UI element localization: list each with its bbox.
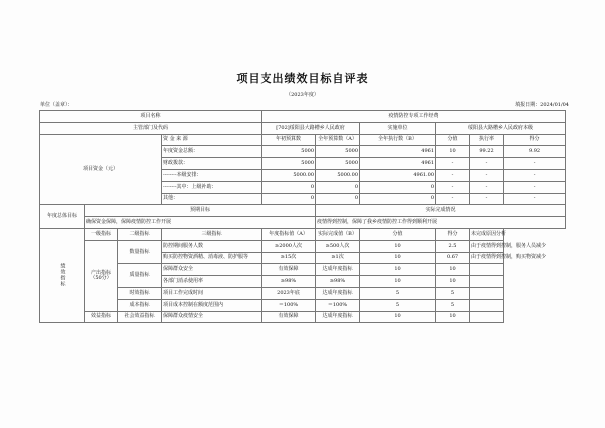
funds-header: 全年执行数（B） — [360, 134, 436, 146]
indicator-actual: ≥1次 — [316, 252, 360, 264]
funds-cell: 0 — [262, 193, 316, 205]
goals-expected-text: 确保资金保障，保障疫情防控工作开展 — [85, 217, 316, 229]
indicator-target: 2023年底 — [262, 287, 316, 299]
indicator-reason: 由于疫情得到控制，服务人员减少 — [470, 240, 504, 252]
funds-cell: 99.22 — [470, 146, 504, 158]
funds-label: 项目资金（元） — [40, 134, 162, 205]
funds-cell: 0 — [262, 181, 316, 193]
funds-cell: 财政拨款： — [162, 158, 262, 170]
indicator-weight: 10 — [360, 276, 436, 288]
indicator-weight: 10 — [360, 252, 436, 264]
funds-header: 资 金 来 源 — [162, 134, 262, 146]
indicator-target: ＝100% — [262, 299, 316, 311]
indicator-score: 5 — [436, 287, 470, 299]
funds-cell: 5000 — [316, 146, 360, 158]
funds-cell: 10 — [436, 146, 470, 158]
indicator-score: 5 — [436, 299, 470, 311]
indicator-reason — [470, 299, 504, 311]
indicator-row — [40, 264, 566, 276]
indicator-name: 防控期间服务人数 — [162, 240, 262, 252]
funds-header: 分值 — [436, 134, 470, 146]
funds-cell: 4961.00 — [360, 169, 436, 181]
funds-header-row — [40, 134, 566, 146]
funds-cell: --------本级安排： — [162, 169, 262, 181]
funds-cell: - — [436, 158, 470, 170]
goals-label: 年度总体目标 — [40, 205, 85, 229]
indicator-name: 各部门消杀使用率 — [162, 276, 262, 288]
funds-cell: 5000.00 — [316, 169, 360, 181]
indicator-row — [40, 311, 566, 323]
output-indicator-label: 产出指标（50分） — [85, 240, 118, 311]
funds-cell: 4961 — [360, 158, 436, 170]
funds-cell: - — [470, 193, 504, 205]
indicator-header-row — [40, 228, 566, 240]
funds-cell: 0 — [360, 181, 436, 193]
indicator-name: 项目工作完成时间 — [162, 287, 262, 299]
indicator-score: 10 — [436, 311, 470, 323]
indicator-row — [40, 299, 566, 311]
project-name-row — [40, 111, 566, 123]
indicator-weight: 10 — [360, 240, 436, 252]
indicator-name: 购买防控物资酒精、消毒液、防护服等 — [162, 252, 262, 264]
funds-cell: 0 — [316, 193, 360, 205]
quality-indicator-label: 质量指标 — [118, 264, 162, 288]
funds-cell: - — [436, 193, 470, 205]
goals-content-row — [40, 217, 566, 229]
evaluation-table-frame — [39, 110, 565, 428]
funds-cell: 其他： — [162, 193, 262, 205]
funds-cell: - — [436, 169, 470, 181]
indicator-score: 2.5 — [436, 240, 470, 252]
indicator-header: 三级指标 — [162, 228, 262, 240]
funds-cell: - — [504, 169, 566, 181]
indicator-reason — [470, 311, 504, 323]
project-name-label: 项目名称 — [40, 111, 262, 123]
indicator-reason — [470, 287, 504, 299]
indicator-row — [40, 240, 566, 252]
indicator-reason: 由于疫情得到控制，购买物资减少 — [470, 252, 504, 264]
indicator-score: 10 — [436, 276, 470, 288]
indicator-actual: ＝100% — [316, 299, 360, 311]
funds-header: 执行率 — [470, 134, 504, 146]
dept-value: [702]绥阳县大路槽乡人民政府 — [262, 122, 360, 134]
indicator-name: 项目成本控制在额度范围内 — [162, 299, 262, 311]
time-indicator-label: 时效指标 — [118, 287, 162, 299]
indicator-target: ≥15次 — [262, 252, 316, 264]
funds-cell: - — [504, 193, 566, 205]
funds-cell: 5000 — [316, 158, 360, 170]
funds-header: 年初预算数 — [262, 134, 316, 146]
indicator-side-label — [40, 228, 85, 322]
fill-date: 填报日期：2024/01/04 — [515, 102, 569, 108]
indicator-reason — [470, 264, 504, 276]
quantity-indicator-label: 数量指标 — [118, 240, 162, 264]
goals-header-row — [40, 205, 566, 217]
goals-actual-text: 疫情得到控制，保障了我乡疫情防控工作得到顺利开展 — [316, 217, 566, 229]
funds-cell: 年度资金总额： — [162, 146, 262, 158]
indicator-score: 10 — [436, 264, 470, 276]
indicator-header: 二级指标 — [118, 228, 162, 240]
indicator-weight: 10 — [360, 311, 436, 323]
indicator-header: 未完成原因分析 — [470, 228, 504, 240]
indicator-header: 得分 — [436, 228, 470, 240]
indicator-target: 有效保障 — [262, 311, 316, 323]
dept-label: 主管部门及代码 — [40, 122, 262, 134]
funds-cell: - — [470, 158, 504, 170]
evaluation-table — [39, 110, 566, 323]
indicator-row — [40, 287, 566, 299]
indicator-target: ≥2000人次 — [262, 240, 316, 252]
funds-cell: --------其中：上级补助： — [162, 181, 262, 193]
indicator-header: 年度指标值（A） — [262, 228, 316, 240]
indicator-name: 保障群众疫情安全 — [162, 311, 262, 323]
funds-cell: 0 — [360, 193, 436, 205]
indicator-header: 分值 — [360, 228, 436, 240]
indicator-reason — [470, 276, 504, 288]
funds-cell: - — [504, 158, 566, 170]
indicator-side-text: 绩效指标 — [59, 262, 66, 287]
dept-row — [40, 122, 566, 134]
funds-cell: - — [470, 181, 504, 193]
cost-indicator-label: 成本指标 — [118, 299, 162, 311]
impl-value: 绥阳县大路槽乡人民政府本级 — [436, 122, 566, 134]
funds-cell: 4961 — [360, 146, 436, 158]
indicator-target: 有效保障 — [262, 264, 316, 276]
goals-actual-header: 实际完成情况 — [316, 205, 566, 217]
goals-expected-header: 预期目标 — [85, 205, 316, 217]
indicator-actual: ≥98% — [316, 276, 360, 288]
table-year: （2023年度） — [286, 92, 319, 98]
indicator-actual: 达成年度指标 — [316, 264, 360, 276]
indicator-name: 保障群众安全 — [162, 264, 262, 276]
funds-cell: - — [436, 181, 470, 193]
funds-cell: 9.92 — [504, 146, 566, 158]
indicator-header: 实际完成值（B） — [316, 228, 360, 240]
benefit-indicator-label: 效益指标 — [85, 311, 118, 323]
social-indicator-label: 社会效益指标 — [118, 311, 162, 323]
indicator-actual: 达成年度指标 — [316, 311, 360, 323]
indicator-actual: 达成年度指标 — [316, 287, 360, 299]
indicator-header: 一级指标 — [85, 228, 118, 240]
indicator-weight: 5 — [360, 299, 436, 311]
funds-header: 得分 — [504, 134, 566, 146]
project-name-value: 疫情防控专项工作经费 — [262, 111, 566, 123]
unit-seal-label: 单位（盖章）： — [40, 102, 73, 108]
table-title: 项目支出绩效目标自评表 — [236, 72, 369, 85]
indicator-weight: 10 — [360, 264, 436, 276]
indicator-actual: ≥500人次 — [316, 240, 360, 252]
funds-cell: 5000.00 — [262, 169, 316, 181]
funds-cell: 5000 — [262, 158, 316, 170]
indicator-score: 0.67 — [436, 252, 470, 264]
impl-label: 实施单位 — [360, 122, 436, 134]
funds-cell: - — [470, 169, 504, 181]
indicator-target: ≥98% — [262, 276, 316, 288]
indicator-weight: 5 — [360, 287, 436, 299]
funds-cell: 5000 — [262, 146, 316, 158]
funds-cell: - — [504, 181, 566, 193]
funds-header: 全年预算数（A） — [316, 134, 360, 146]
funds-cell: 0 — [316, 181, 360, 193]
